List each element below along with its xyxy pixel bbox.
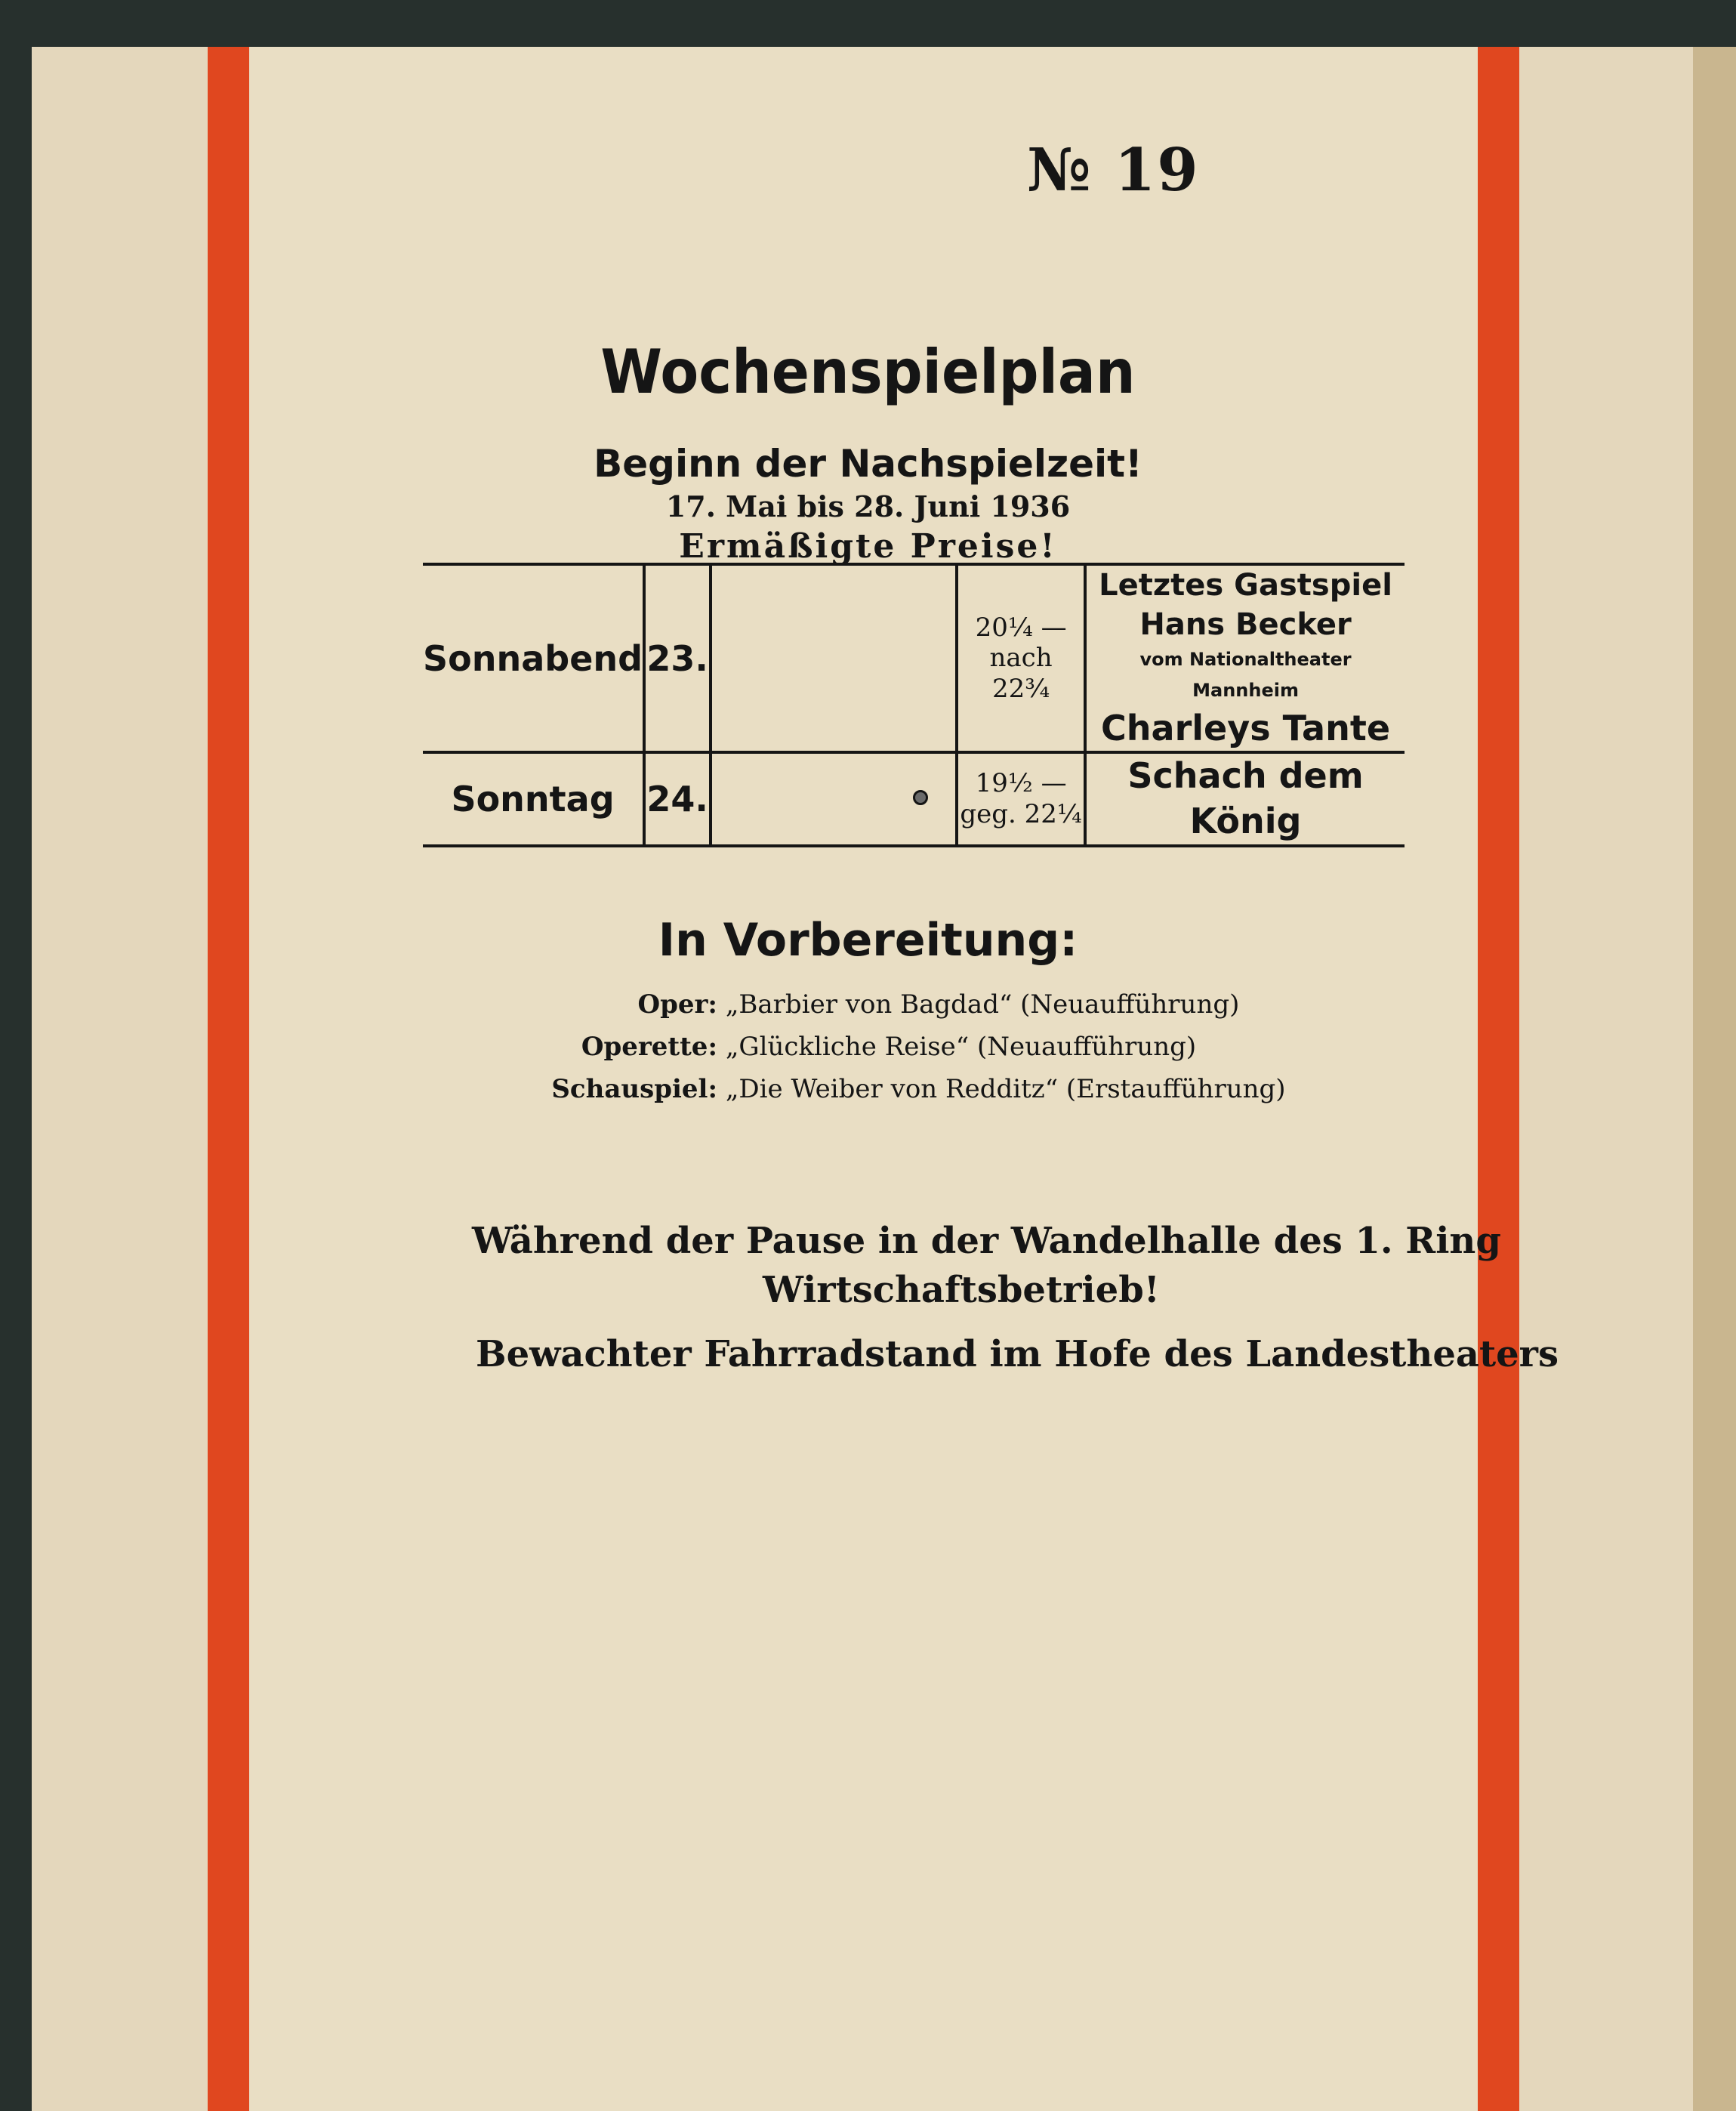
preparation-heading: In Vorbereitung: [658, 914, 1078, 967]
bullet-mark-icon [913, 790, 928, 805]
schedule-day: Sonnabend [423, 564, 644, 752]
schedule-date: 24. [644, 752, 711, 846]
page-subtitle: Beginn der Nachspielzeit! [594, 442, 1142, 486]
event-line: vom Nationaltheater Mannheim [1139, 649, 1352, 701]
reduced-prices-note: Ermäßigte Preise! [679, 527, 1057, 566]
schedule-date: 23. [644, 564, 711, 752]
time-start: 20¼ — [975, 612, 1067, 643]
event-line: Schach dem König [1127, 755, 1364, 842]
schedule-event [1085, 564, 1405, 752]
schedule-event [1085, 752, 1405, 846]
season-dates: 17. Mai bis 28. Juni 1936 [665, 489, 1071, 523]
time-end: nach 22¾ [989, 643, 1053, 705]
list-item [529, 1074, 1286, 1116]
schedule-blank-cell [711, 752, 957, 846]
list-item [529, 1032, 1208, 1074]
schedule-time [957, 752, 1085, 846]
play-title: „Glückliche Reise“ (Neuaufführung) [725, 1032, 1197, 1062]
genre-label: Operette: [581, 1032, 717, 1062]
event-line: Letztes Gastspiel [1099, 568, 1392, 603]
table-row [423, 564, 1405, 752]
page-title: Wochenspielplan [600, 337, 1136, 408]
play-title: „Die Weiber von Redditz“ (Erstaufführung) [725, 1074, 1286, 1104]
genre-label: Schauspiel: [551, 1074, 717, 1104]
table-row [423, 752, 1405, 846]
schedule-day: Sonntag [423, 752, 644, 846]
schedule-blank-cell [711, 564, 957, 752]
event-line: Hans Becker [1139, 607, 1352, 642]
event-line: Charleys Tante [1101, 707, 1391, 748]
intermission-notice-continued: Wirtschaftsbetrieb! [763, 1269, 1160, 1311]
genre-label: Oper: [637, 989, 717, 1020]
intermission-notice: Während der Pause in der Wandelhalle des 1. Ring [472, 1220, 1501, 1262]
play-title: „Barbier von Bagdad“ (Neuaufführung) [725, 989, 1240, 1020]
issue-number: № 19 [1027, 136, 1200, 205]
bicycle-parking-notice: Bewachter Fahrradstand im Hofe des Landestheaters [476, 1333, 1559, 1375]
preparation-list [529, 989, 1286, 1116]
schedule-time [957, 564, 1085, 752]
time-end: geg. 22¼ [960, 799, 1082, 830]
list-item [529, 989, 1240, 1032]
time-start: 19½ — [975, 768, 1067, 799]
schedule-table [423, 563, 1405, 847]
